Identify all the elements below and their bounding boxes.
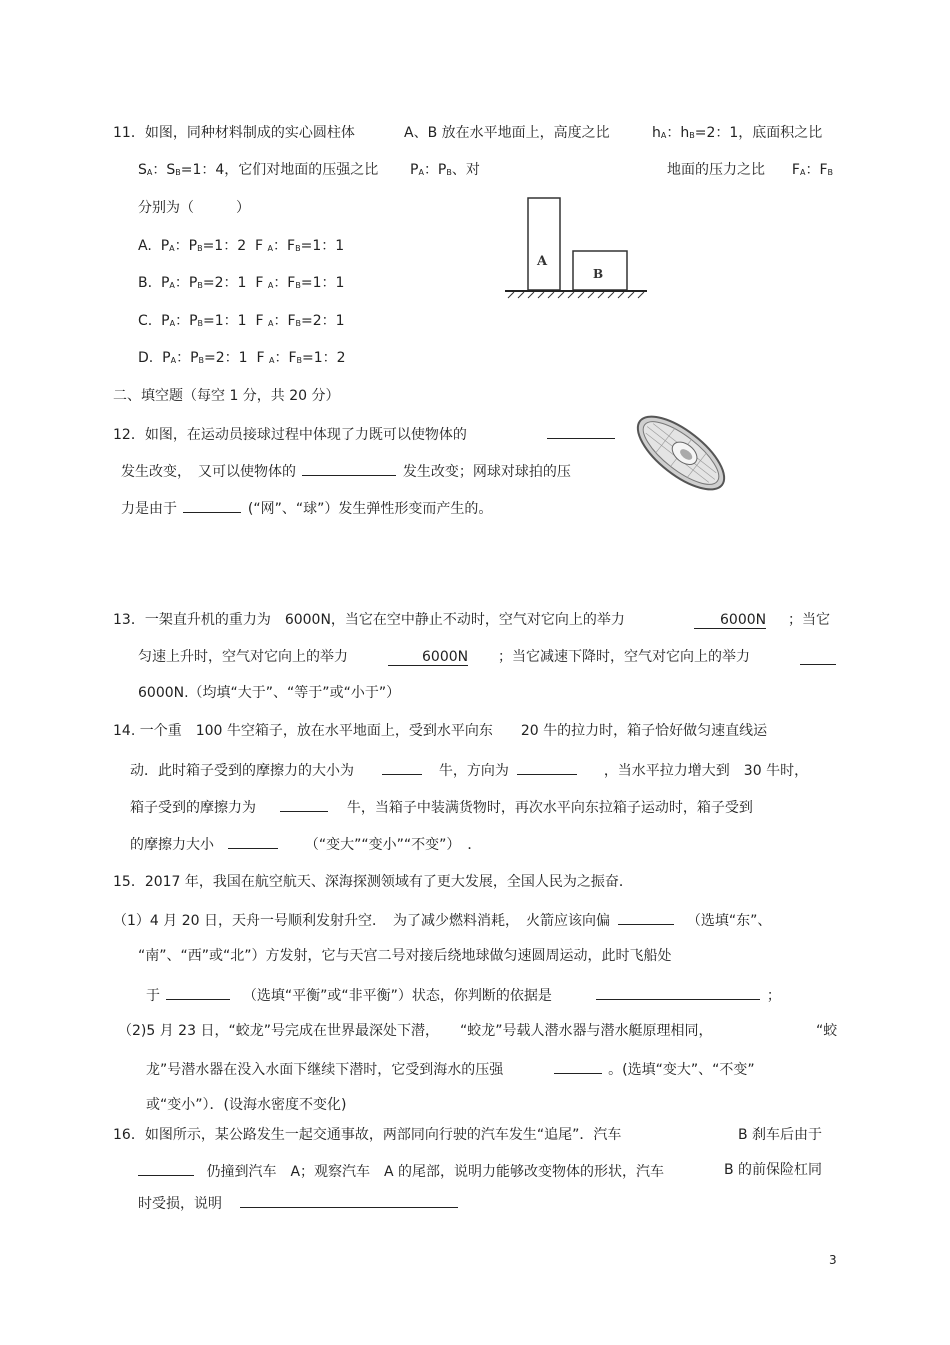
option-sub: B (295, 281, 301, 290)
option-sub: A (269, 356, 275, 365)
blank-field[interactable] (618, 910, 674, 925)
blank-field[interactable] (166, 985, 230, 1000)
q11-sub: A (418, 168, 424, 177)
cylinder-b-label: B (593, 267, 604, 281)
option-text: F (255, 275, 264, 291)
q14-text: 牛，当箱子中装满货物时，再次水平向东拉箱子运动时，箱子受到 (346, 800, 753, 816)
option-text: ：P (176, 350, 199, 366)
q13-text: ；当它 (788, 612, 830, 628)
q12-text: (“网”、“球”）发生弹性形变而产生的。 (247, 501, 493, 517)
blank-field[interactable] (596, 985, 760, 1000)
q11-line2 (138, 161, 378, 182)
q11-text: 分别为（ ） (138, 200, 250, 216)
q11-line2-p (410, 161, 480, 182)
q16-line1-end (738, 1126, 822, 1144)
option-text: =2：1 (301, 313, 345, 329)
q11-text: h (652, 125, 661, 141)
q11-text: P (410, 162, 419, 178)
q14-line1 (113, 722, 767, 740)
option-sub: B (295, 319, 302, 328)
q11-option-b (138, 274, 344, 295)
q15-text: 龙”号潜水器在没入水面下继续下潜时，它受到海水的压强 (146, 1062, 504, 1078)
option-text: F (255, 238, 264, 254)
option-text: =1：1 (203, 313, 247, 329)
option-text: P (162, 350, 171, 366)
q14-text: 的摩擦力大小 (130, 837, 214, 853)
q11-line3 (138, 199, 250, 217)
option-sub: A (169, 244, 175, 253)
option-sub: A (268, 319, 274, 328)
q13-text: 匀速上升时，空气对它向上的举力 (138, 649, 348, 665)
q11-sub: A (660, 131, 667, 140)
q11-sub: B (689, 131, 695, 140)
q15-text: 或“变小”）．(设海水密度不变化) (146, 1097, 347, 1113)
q13-line1-answer (694, 611, 766, 629)
q14-text: 14. 一个重 100 牛空箱子，放在水平地面上，受到水平向东 20 牛的拉力时，箱子恰好做匀速直线运 (113, 723, 768, 739)
q11-text: ：S (152, 162, 176, 178)
option-key: D. (138, 350, 154, 366)
q15-line2 (113, 910, 771, 930)
q11-sub: B (446, 168, 452, 177)
option-key: A. (138, 238, 152, 254)
q14-text: 牛，方向为 (438, 763, 509, 779)
section-heading (113, 387, 340, 405)
option-key: C. (138, 313, 153, 329)
q15-text: 于 (146, 988, 160, 1004)
q11-sub: B (827, 168, 834, 177)
q15-text: （选填“平衡”或“非平衡”）状态，你判断的依据是 (242, 988, 552, 1004)
q15-text: （2)5 月 23 日，“蛟龙”号完成在世界最深处下潜， “蛟龙”号载人潜水器与潜水艇原理相同， (118, 1023, 713, 1039)
blank-field[interactable] (240, 1193, 458, 1208)
option-text: F (256, 350, 265, 366)
ground-hatch (508, 292, 644, 298)
q15-line5 (118, 1022, 712, 1040)
q16-text: B 刹车后由于 (738, 1127, 823, 1143)
q11-option-a (138, 237, 344, 258)
q13-line1-end (788, 611, 830, 629)
option-key: B. (138, 275, 153, 291)
blank-field[interactable] (554, 1059, 602, 1074)
q14-text: ，当水平拉力增大到 30 牛时， (603, 763, 809, 779)
q13-line3 (138, 684, 400, 702)
option-text: ：F (273, 313, 296, 329)
q15-text: （选填“东”、 (686, 913, 772, 929)
q11-text: 地面的压力之比 (667, 162, 765, 178)
blank-field[interactable] (228, 834, 278, 849)
option-text: ：F (273, 275, 296, 291)
q13-line2 (138, 648, 348, 666)
q11-option-d (138, 349, 346, 370)
q11-sub: B (175, 168, 181, 177)
q12-line1 (113, 424, 615, 444)
blank-field[interactable] (382, 760, 422, 775)
q11-text: ：F (805, 162, 828, 178)
option-sub: B (296, 356, 303, 365)
option-sub: A (267, 281, 274, 290)
option-text: ：P (175, 313, 198, 329)
q15-line4 (146, 985, 781, 1005)
blank-field[interactable] (302, 461, 396, 476)
page-number-text: 3 (829, 1253, 837, 1267)
option-sub: A (267, 244, 274, 253)
q11-line1b (404, 124, 610, 142)
q14-text: （“变大”“变小”“不变”） ． (304, 837, 482, 853)
option-text: =1：1 (300, 275, 345, 291)
q15-text: “南”、“西”或“北”）方发射，它与天宫二号对接后绕地球做匀速圆周运动，此时飞船处 (138, 948, 672, 964)
option-text: =2：1 (202, 275, 247, 291)
blank-field[interactable] (138, 1161, 194, 1176)
option-sub: B (197, 319, 204, 328)
q12-line2 (121, 461, 571, 481)
q11-option-c (138, 312, 345, 333)
q13-line2-mid (498, 648, 750, 666)
q11-text: 11．如图，同种材料制成的实心圆柱体 (113, 125, 355, 141)
blank-field[interactable] (517, 760, 577, 775)
q13-text: ；当它减速下降时，空气对它向上的举力 (498, 649, 750, 665)
option-text: ：P (174, 275, 198, 291)
q11-ratio-h (652, 124, 822, 145)
option-text: ：P (174, 238, 198, 254)
cylinder-a (528, 198, 560, 290)
q12-text: 力是由于 (121, 501, 177, 517)
option-sub: A (170, 356, 177, 365)
q12-text: 12．如图，在运动员接球过程中体现了力既可以使物体的 (113, 427, 467, 443)
option-sub: A (169, 281, 175, 290)
q13-line2-answer (388, 648, 468, 666)
q11-sub: A (799, 168, 806, 177)
q12-text: 发生改变， 又可以使物体的 (121, 464, 296, 480)
q15-text: 15．2017 年，我国在航空航天、深海探测领域有了更大发展，全国人民为之振奋． (113, 874, 633, 890)
q15-line1 (113, 873, 633, 891)
option-sub: B (197, 281, 203, 290)
q15-text: ； (766, 988, 781, 1004)
option-sub: B (295, 244, 301, 253)
q11-text: ：h (666, 125, 690, 141)
blank-field[interactable] (547, 424, 615, 439)
q13-text: 13．一架直升机的重力为 6000N，当它在空中静止不动时，空气对它向上的举力 (113, 612, 625, 628)
q15-text: “蛟 (816, 1023, 838, 1039)
q14-text: 箱子受到的摩擦力为 (130, 800, 256, 816)
q13-text: 6000N (388, 649, 468, 666)
option-text: =1：2 (202, 238, 247, 254)
q15-line5-end (816, 1022, 837, 1040)
tennis-racket-figure (626, 407, 736, 499)
option-sub: B (197, 244, 203, 253)
option-sub: B (198, 356, 205, 365)
q11-text: =2：1，底面积之比 (694, 125, 823, 141)
q11-text: S (138, 162, 147, 178)
cylinders-figure (502, 193, 650, 299)
q11-line2-f (667, 161, 833, 182)
q14-text: 动．此时箱子受到的摩擦力的大小为 (130, 763, 354, 779)
q16-line2 (138, 1161, 664, 1181)
q15-line3 (138, 947, 672, 965)
option-text: P (161, 313, 170, 329)
q14-line4 (130, 834, 481, 854)
option-text: ：F (273, 238, 296, 254)
q16-line3 (138, 1193, 458, 1213)
option-text: =2：1 (204, 350, 248, 366)
q15-text: （1）4 月 20 日，天舟一号顺利发射升空． 为了减少燃料消耗， 火箭应该向偏 (113, 913, 610, 929)
option-text: =1：1 (300, 238, 345, 254)
q11-text: A、B 放在水平地面上，高度之比 (404, 125, 610, 141)
q11-text: ：P (423, 162, 447, 178)
option-text: P (160, 238, 170, 254)
page-number (829, 1251, 837, 1269)
q12-line3 (121, 498, 492, 518)
q11-text: =1：4，它们对地面的压强之比 (180, 162, 379, 178)
q11-sub: A (146, 168, 153, 177)
q15-line6 (146, 1059, 755, 1079)
q15-line7 (146, 1096, 346, 1114)
q14-line3 (130, 797, 753, 817)
q15-text: 。(选填“变大”、“不变” (608, 1062, 755, 1078)
option-text: P (160, 275, 170, 291)
q16-text: 时受损，说明 (138, 1196, 222, 1212)
q13-text: 6000N.（均填“大于”、“等于”或“小于”） (138, 685, 401, 701)
option-text: ：F (274, 350, 297, 366)
q13-text: 6000N (694, 612, 766, 629)
q16-line2-end (724, 1161, 822, 1179)
q16-text: 16．如图所示，某公路发生一起交通事故，两部同向行驶的汽车发生“追尾”．汽车 (113, 1127, 622, 1143)
q16-text: 仍撞到汽车 A；观察汽车 A 的尾部，说明力能够改变物体的形状，汽车 (206, 1164, 665, 1180)
option-text: =1：2 (302, 350, 346, 366)
blank-field[interactable] (183, 498, 241, 513)
q12-text: 发生改变；网球对球拍的压 (402, 464, 571, 480)
q11-line1 (113, 124, 355, 142)
q13-line1 (113, 611, 625, 629)
q14-line2 (130, 760, 808, 780)
section-title: 二、填空题（每空 1 分，共 20 分） (113, 388, 340, 404)
q11-text: F (791, 162, 800, 178)
q16-text: B 的前保险杠同 (724, 1162, 823, 1178)
blank-field[interactable] (280, 797, 328, 812)
cylinder-a-label: A (537, 254, 548, 269)
blank-field[interactable] (800, 650, 836, 665)
option-text: F (255, 313, 264, 329)
q11-text: 、对 (451, 162, 480, 178)
q16-line1 (113, 1126, 621, 1144)
option-sub: A (169, 319, 176, 328)
